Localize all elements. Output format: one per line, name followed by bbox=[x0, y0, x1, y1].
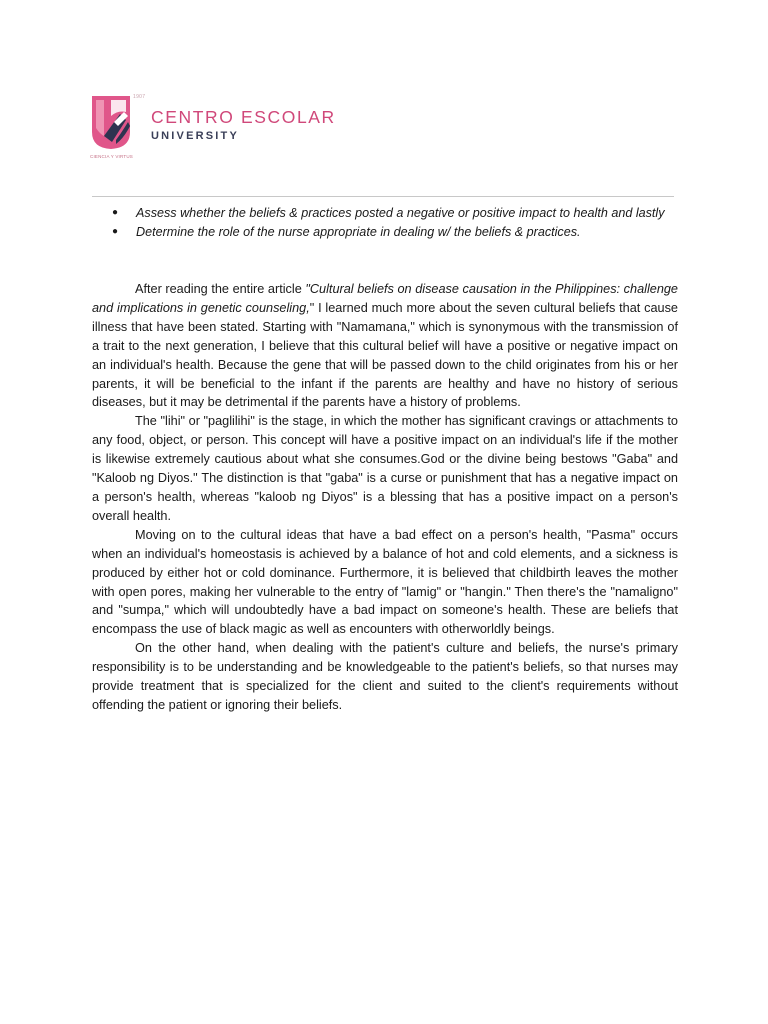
university-subtitle: UNIVERSITY bbox=[151, 130, 240, 142]
bullet-icon: ● bbox=[112, 225, 119, 237]
list-item-text: Assess whether the beliefs & practices posted a negative or positive impact to health and lastly bbox=[136, 206, 665, 220]
instruction-list bbox=[112, 204, 678, 241]
paragraph-intro-rest: " I learned much more about the seven cultural beliefs that cause illness that have been stated. Starting with "Namamana," which is synonymous with the transmission of a trait to the next generation, I believe that this cultural belief will have a positive or negative impact on an individual's health. Because the gene that will be passed down to the child originates from his or her parents, it will be beneficial to the infant if the parents are healthy and have no history of serious diseases, but it may be detrimental if the parents have a history of problems. bbox=[92, 300, 678, 410]
paragraph-lihi: The "lihi" or "paglilihi" is the stage, in which the mother has significant cravings or attachments to any food, object, or person. This concept will have a positive impact on an individual's life if the mother is likewise extremely cautious about what she consumes.God or the divine being bestows "Gaba" and "Kaloob ng Diyos." The distinction is that "gaba" is a curse or punishment that has a negative impact on a person's health, whereas "kaloob ng Diyos" is a blessing that has a positive impact on a person's overall health. bbox=[92, 414, 678, 523]
list-item-text: Determine the role of the nurse appropriate in dealing w/ the beliefs & practices. bbox=[136, 224, 581, 239]
university-header bbox=[90, 92, 390, 160]
paragraph-intro-lead: After reading the entire article bbox=[135, 282, 306, 296]
list-item bbox=[112, 223, 678, 242]
paragraph-pasma: Moving on to the cultural ideas that have a bad effect on a person's health, "Pasma" occurs when an individual's homeostasis is achieved by a balance of hot and cold elements, and a sickness is produced by either hot or cold dominance. Furthermore, it is believed that childbirth leaves the mother with open pores, making her vulnerable to the entry of "lamig" or "hangin." Then there's the "namaligno" and "sumpa," which will undoubtedly have a bad impact on someone's health. These are beliefs that encompass the use of black magic as well as encounters with otherworldly beings. bbox=[92, 527, 678, 637]
header-divider bbox=[92, 196, 674, 197]
bullet-icon: ● bbox=[112, 207, 119, 218]
article-title: "Cultural beliefs on disease causation in the Philippines: challenge and implications in genetic counseling, bbox=[92, 282, 678, 315]
essay-body bbox=[92, 280, 678, 715]
seal-motto: CIENCIA Y VIRTUS bbox=[90, 154, 133, 159]
university-seal-icon bbox=[90, 92, 148, 150]
paragraph-nurse-role: On the other hand, when dealing with the patient's culture and beliefs, the nurse's primary responsibility is to be understanding and be knowledgeable to the patient's beliefs, so that nurses may provide treatment that is specialized for the client and suited to the client's requirements without offending the patient or ignoring their beliefs. bbox=[92, 641, 678, 712]
list-item bbox=[112, 204, 678, 223]
paragraph-intro bbox=[92, 280, 678, 412]
university-name: CENTRO ESCOLAR bbox=[151, 107, 336, 127]
seal-year: 1907 bbox=[133, 94, 146, 100]
